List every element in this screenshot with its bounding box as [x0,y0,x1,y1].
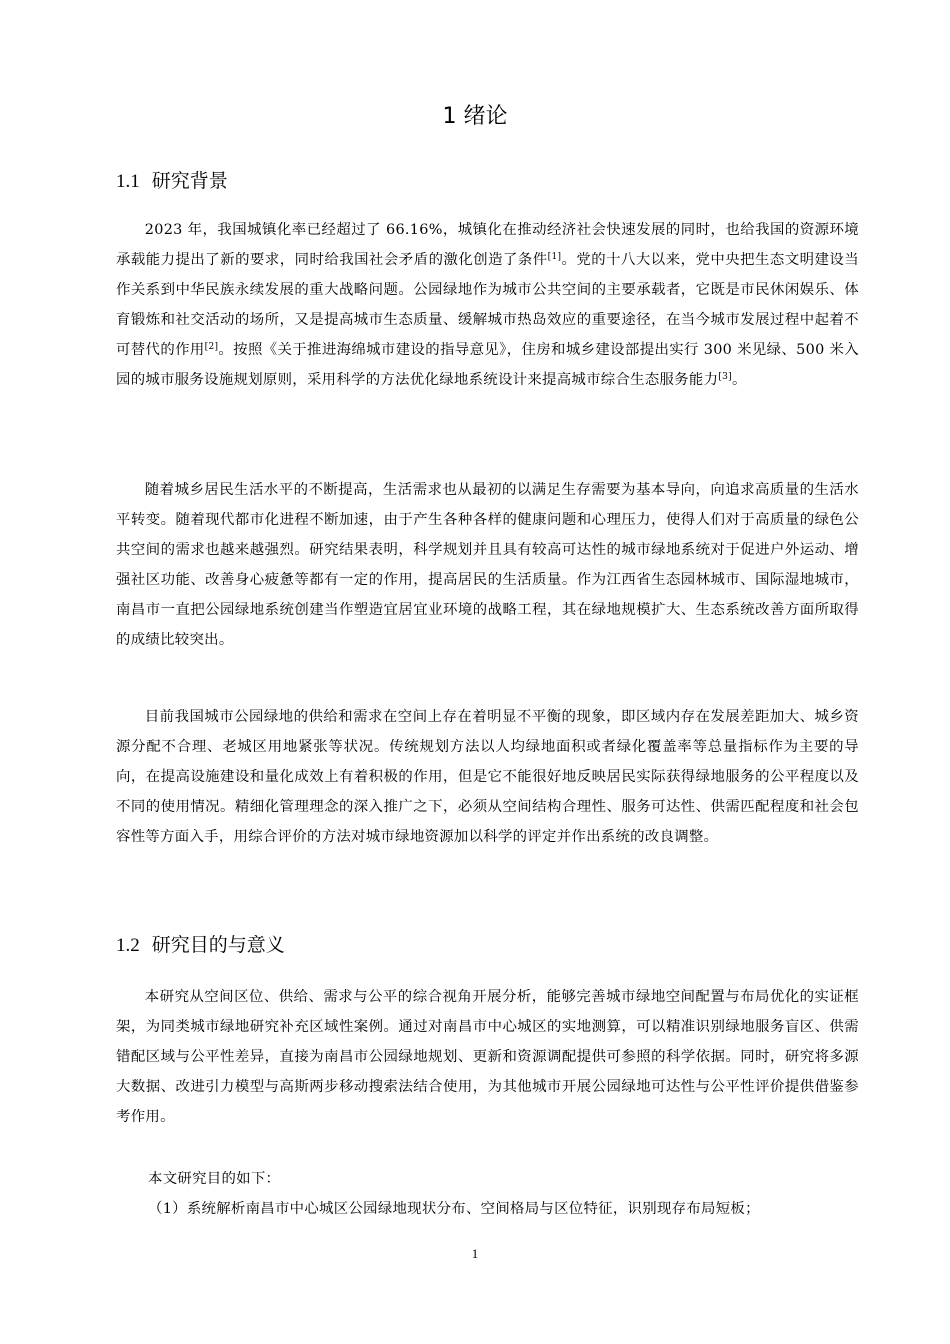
paragraph-background-2: 随着城乡居民生活水平的不断提高，生活需求也从最初的以满足生存需要为基本导向，向追求高质量的生活水平转变。随着现代都市化进程不断加速，由于产生各种各样的健康问题和心理压力，使得人们对于高质量的绿色公共空间的需求也越来越强烈。研究结果表明，科学规划并且具有较高可达性的城市绿地系统对于促进户外运动、增强社区功能、改善身心疲惫等都有一定的作用，提高居民的生活质量。作为江西省生态园林城市、国际湿地城市，南昌市一直把公园绿地系统创建当作塑造宜居宜业环境的战略工程，其在绿地规模扩大、生态系统改善方面所取得的成绩比较突出。 [116,482,859,649]
objective-item-1: （1）系统解析南昌市中心城区公园绿地现状分布、空间格局与区位特征，识别现存布局短板； [148,1201,760,1217]
section-title: 研究目的与意义 [151,934,285,956]
paragraph-background-3: 目前我国城市公园绿地的供给和需求在空间上存在着明显不平衡的现象，即区域内存在发展差距加大、城乡资源分配不合理、老城区用地紧张等状况。传统规划方法以人均绿地面积或者绿化覆盖率等总量指标作为主要的导向，在提高设施建设和量化成效上有着积极的作用，但是它不能很好地反映居民实际获得绿地服务的公平程度以及不同的使用情况。精细化管理理念的深入推广之下，必须从空间结构合理性、服务可达性、供需匹配程度和社会包容性等方面入手，用综合评价的方法对城市绿地资源加以科学的评定并作出系统的改良调整。 [116,709,859,846]
section-number: 1.2 [116,935,140,956]
citation-ref: [3] [718,372,732,383]
paragraph-text: 。党的十八大以来，党中央把生态文明建设当作关系到中华民族永续发展的重大战略问题。公园绿地作为城市公共空间的主要承载者，它既是市民休闲娱乐、体育锻炼和社交活动的场所，又是提高城市生态质量、缓解城市热岛效应的重要途径，在当今城市发展过程中起着不可替代的作用 [116,252,859,359]
objectives-intro: 本文研究目的如下： [148,1171,281,1187]
section-heading-1-1 [116,166,228,197]
page-number: 1 [471,1246,479,1261]
paragraph-text: 。 [731,372,747,389]
section-title: 研究背景 [151,170,228,192]
citation-ref: [1] [547,252,562,263]
paragraph-purpose: 本研究从空间区位、供给、需求与公平的综合视角开展分析，能够完善城市绿地空间配置与布局优化的实证框架，为同类城市绿地研究补充区域性案例。通过对南昌市中心城区的实地测算，可以精准识别绿地服务盲区、供需错配区域与公平性差异，直接为南昌市公园绿地规划、更新和资源调配提供可参照的科学依据。同时，研究将多源大数据、改进引力模型与高斯两步移动搜索法结合使用，为其他城市开展公园绿地可达性与公平性评价提供借鉴参考作用。 [116,989,859,1126]
paragraph-text: 2023 年，我国城镇化率已经超过了 66.16%，城镇化在推动经济社会快速发展的同时，也给我国的资源环境承载能力提出了新的要求，同时给我国社会矛盾的激化创造了条件 [116,222,859,269]
paragraph-background-1 [116,215,859,396]
section-heading-1-2 [116,930,285,961]
section-number: 1.1 [116,171,140,192]
paragraph-text: 。按照《关于推进海绵城市建设的指导意见》，住房和城乡建设部提出实行 300 米见绿、500 米入园的城市服务设施规划原则，采用科学的方法优化绿地系统设计来提高城市综合生态服务能力 [116,342,859,389]
citation-ref: [2] [204,342,219,353]
chapter-title: 1 绪论 [442,104,508,129]
